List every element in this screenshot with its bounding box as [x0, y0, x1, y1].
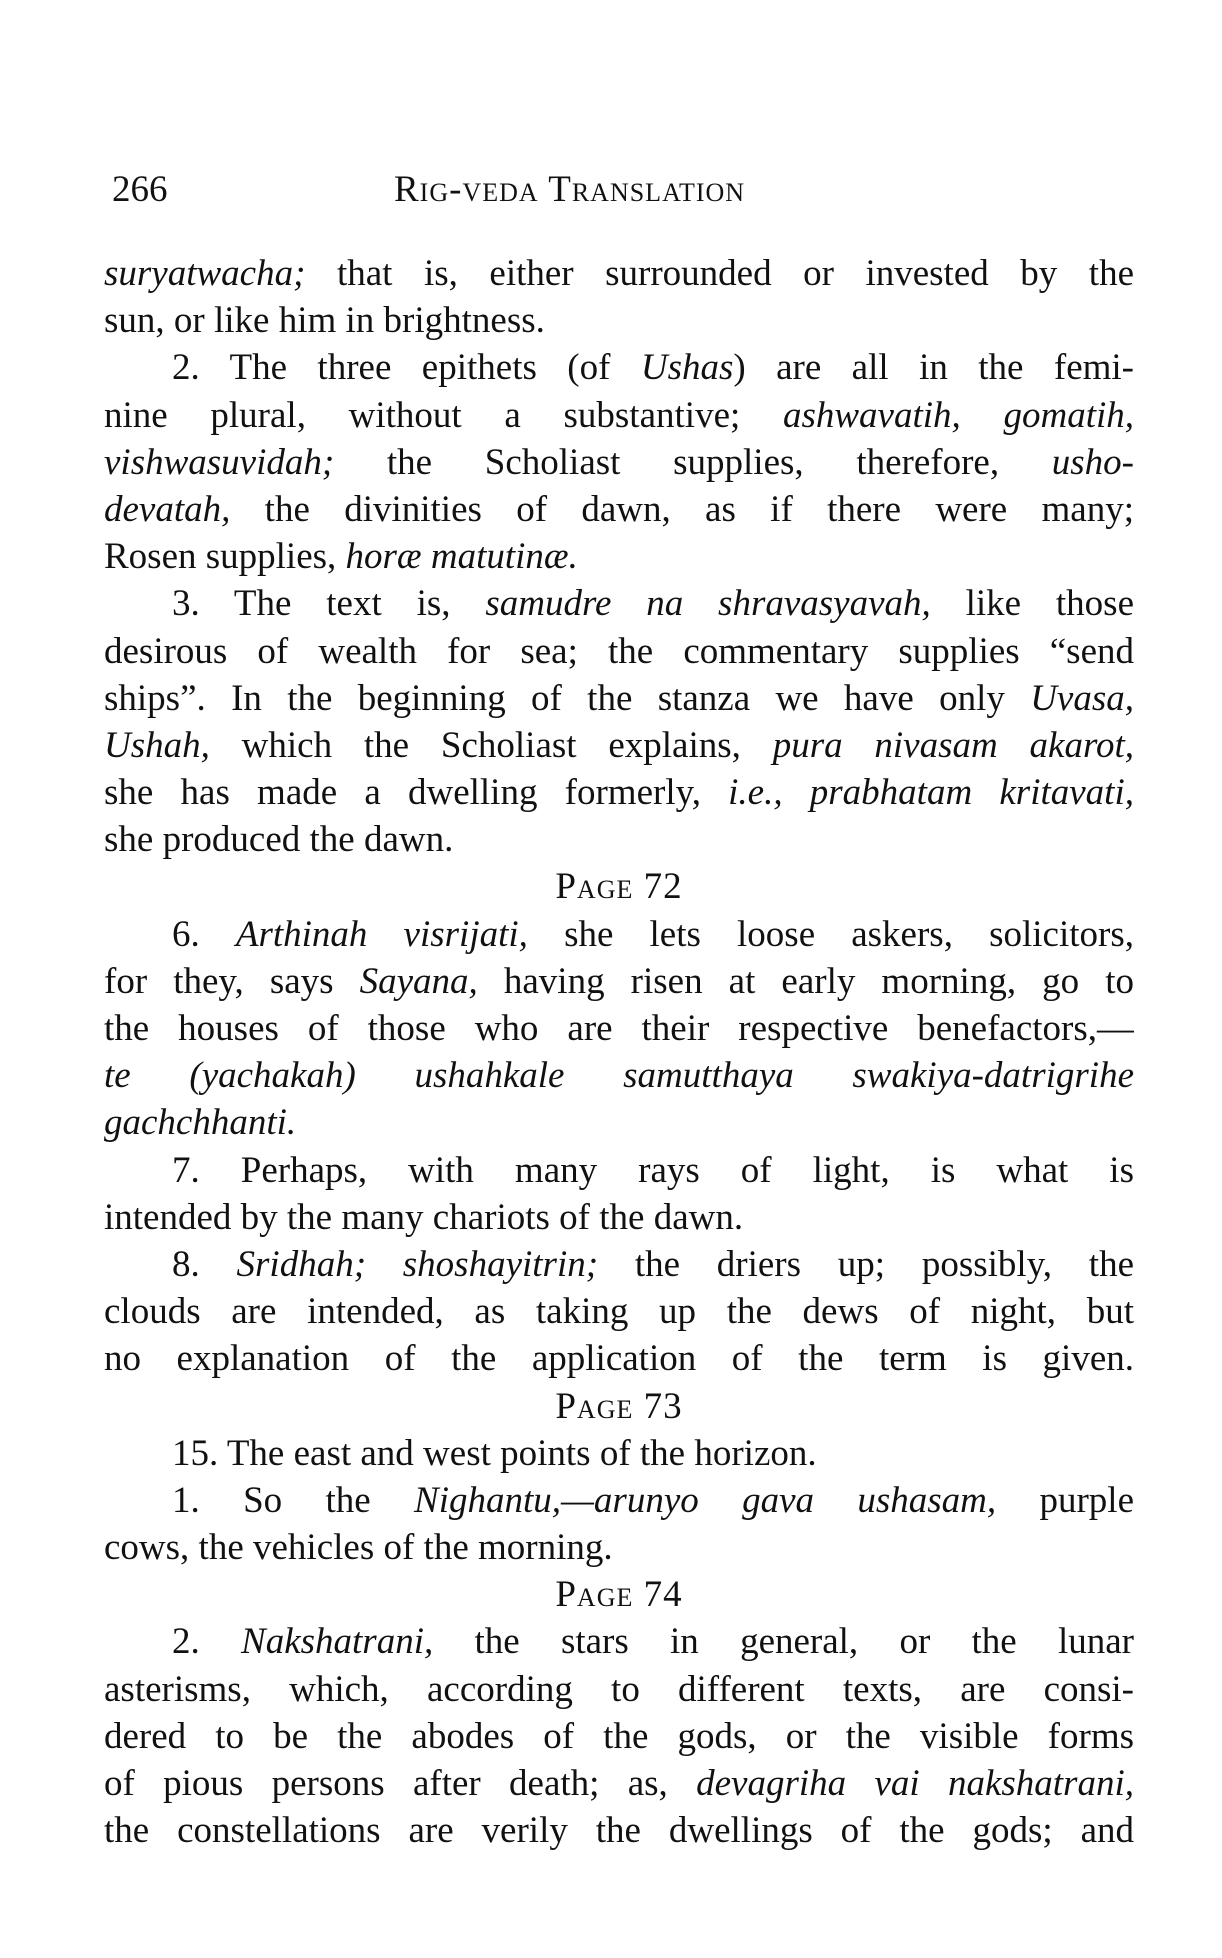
text-run: which the Scholiast explains,: [209, 724, 773, 766]
italic-text: devatah,: [104, 488, 231, 530]
page-reference-heading: [104, 863, 1134, 910]
italic-text: Arthinah visrijati,: [235, 913, 528, 955]
italic-text: Uvasa,: [1030, 677, 1134, 719]
text-run: 8.: [172, 1243, 237, 1285]
text-run: Rosen supplies,: [104, 536, 346, 578]
text-run: the divinities of dawn, as if there were many;: [230, 488, 1134, 530]
italic-text: te (yachakah) ushahkale samutthaya swakiya-datrigrihe: [104, 1055, 1134, 1097]
text-line: [104, 1618, 1134, 1665]
text-run: nine plural, without a substantive;: [104, 394, 783, 436]
text-line: [104, 1147, 1134, 1194]
italic-text: Sayana,: [359, 960, 478, 1002]
text-line: [104, 392, 1134, 439]
text-line: [104, 816, 1134, 863]
text-line: [104, 250, 1134, 297]
text-run: purple: [996, 1479, 1134, 1521]
page-header: [112, 168, 1122, 228]
page-reference-heading: [104, 1383, 1134, 1430]
text-run: the constellations are verily the dwellings of the gods; and: [104, 1810, 1134, 1852]
text-run: she lets loose askers, solicitors,: [527, 913, 1134, 955]
page-reference-heading: [104, 1571, 1134, 1618]
italic-text: Ushah,: [104, 724, 210, 766]
text-run: the houses of those who are their respective benefactors,—: [104, 1008, 1134, 1049]
text-run: that is, either surrounded or invested by the: [305, 253, 1134, 294]
text-run: like those: [930, 583, 1134, 625]
text-run: asterisms, which, according to different texts, are consi-: [104, 1668, 1134, 1710]
text-line: [104, 769, 1134, 816]
text-line: [104, 1524, 1134, 1571]
text-run: Page 73: [555, 1385, 683, 1427]
text-run: 1. So the: [172, 1479, 415, 1521]
body-text: [104, 250, 1134, 1854]
text-line: [104, 580, 1134, 627]
text-line: [104, 628, 1134, 675]
text-run: 2. The three epithets (of: [172, 347, 641, 389]
text-run: desirous of wealth for sea; the commentary supplies “send: [104, 630, 1134, 672]
text-run: no explanation of the application of the term is given.: [104, 1338, 1134, 1380]
text-run: the driers up; possibly, the: [598, 1243, 1134, 1285]
running-title: Rig-veda Translation: [394, 169, 746, 210]
text-run: intended by the many chariots of the dawn.: [104, 1196, 744, 1238]
italic-text: vishwasuvidah;: [104, 441, 335, 483]
text-line: [104, 722, 1134, 769]
text-line: [104, 1194, 1134, 1241]
text-run: clouds are intended, as taking up the dews of night, but: [104, 1291, 1134, 1333]
text-line: [104, 1052, 1134, 1099]
italic-text: usho-: [1051, 441, 1134, 483]
text-run: she produced the dawn.: [104, 819, 454, 861]
italic-text: suryatwacha;: [104, 253, 306, 294]
text-line: [104, 911, 1134, 958]
text-line: [104, 344, 1134, 391]
italic-text: Sridhah; shoshayitrin;: [236, 1243, 599, 1285]
page-number: 266: [112, 169, 168, 210]
text-line: [104, 1666, 1134, 1713]
italic-text: Nighantu,—arunyo gava ushasam,: [414, 1479, 997, 1521]
text-line: [104, 958, 1134, 1005]
text-run: 2.: [172, 1621, 242, 1663]
text-run: Page 72: [555, 866, 683, 908]
text-run: the stars in general, or the lunar: [433, 1621, 1134, 1663]
italic-text: ashwavatih, gomatih,: [782, 394, 1134, 436]
italic-text: samudre na shravasyavah,: [485, 583, 931, 625]
text-line: [104, 1288, 1134, 1335]
text-run: 7. Perhaps, with many rays of light, is what is: [172, 1149, 1134, 1191]
text-line: [104, 297, 1134, 344]
text-line: [104, 1241, 1134, 1288]
italic-text: devagriha vai nakshatrani,: [696, 1763, 1134, 1804]
text-run: 3. The text is,: [172, 583, 486, 625]
text-line: [104, 1005, 1134, 1052]
text-run: the Scholiast supplies, therefore,: [334, 441, 1052, 483]
italic-text: Ushas: [640, 347, 734, 389]
text-run: Page 74: [555, 1574, 683, 1616]
text-run: 15. The east and west points of the horizon.: [172, 1432, 817, 1474]
italic-text: i.e., prabhatam kritavati,: [728, 772, 1134, 814]
text-line: [104, 1713, 1134, 1760]
text-run: ships”. In the beginning of the stanza we have only: [104, 677, 1031, 719]
text-line: [104, 1807, 1134, 1854]
text-run: of pious persons after death; as,: [104, 1763, 697, 1804]
italic-text: gachchhanti.: [104, 1102, 297, 1144]
text-line: [104, 486, 1134, 533]
text-run: cows, the vehicles of the morning.: [104, 1527, 613, 1569]
text-line: [104, 533, 1134, 580]
italic-text: pura nivasam akarot,: [772, 724, 1134, 766]
text-line: [104, 1335, 1134, 1382]
italic-text: horæ matutinæ.: [345, 536, 578, 578]
text-line: [104, 439, 1134, 486]
text-line: [104, 1430, 1134, 1477]
italic-text: Nakshatrani,: [241, 1621, 434, 1663]
text-run: having risen at early morning, go to: [477, 960, 1134, 1002]
text-run: dered to be the abodes of the gods, or the visible forms: [104, 1715, 1134, 1757]
text-line: [104, 1760, 1134, 1807]
text-line: [104, 1099, 1134, 1146]
text-line: [104, 1477, 1134, 1524]
text-run: sun, or like him in brightness.: [104, 300, 545, 342]
text-run: 6.: [172, 913, 236, 955]
text-run: ) are all in the femi-: [733, 347, 1134, 389]
text-line: [104, 675, 1134, 722]
text-run: she has made a dwelling formerly,: [104, 772, 729, 814]
text-run: for they, says: [104, 960, 360, 1002]
